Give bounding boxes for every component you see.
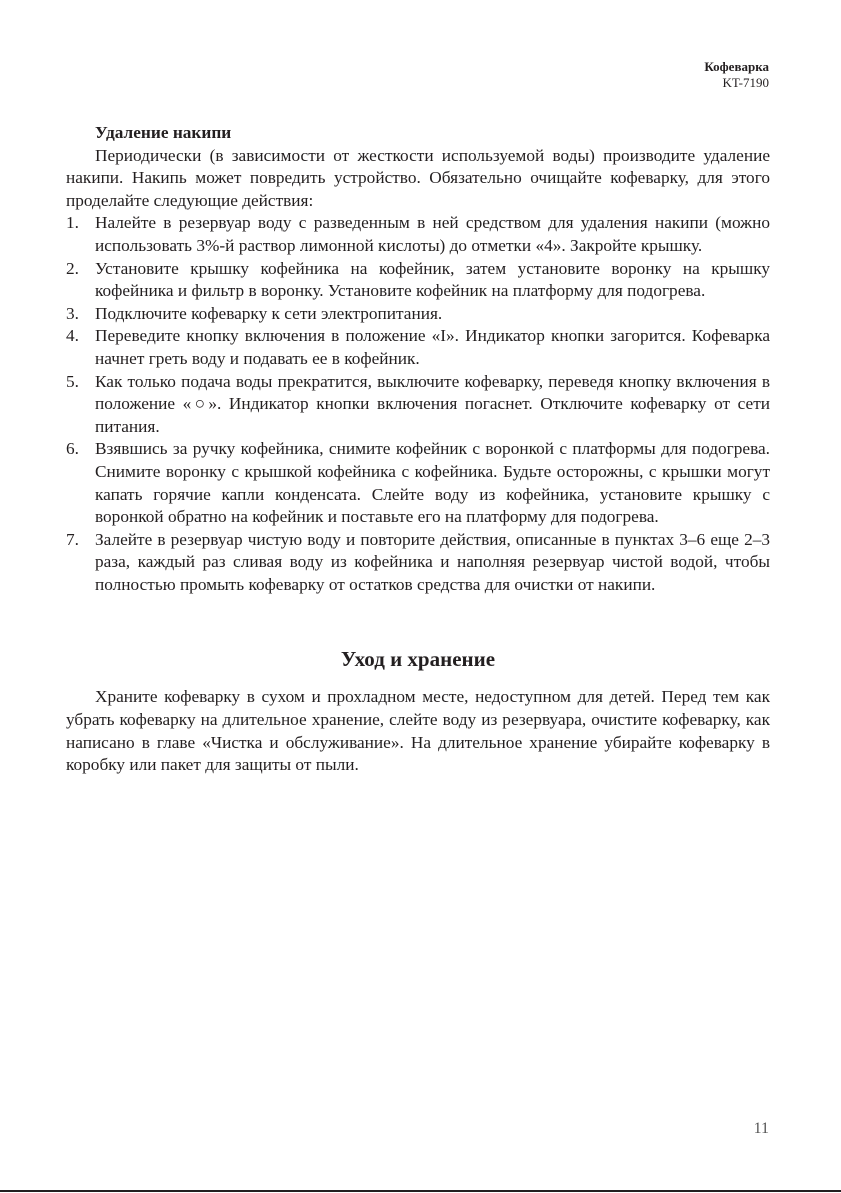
storage-paragraph: Храните кофеварку в сухом и прохладном месте, недоступном для детей. Перед тем как убрать кофеварку на длительное хранение, слейте воду из резервуара, очистите кофеварку, как написано в главе «Чистка и обслуживание». На длительное хранение убирайте кофеварку в коробку или пакет для защиты от пыли.: [66, 687, 770, 775]
step-text: Установите крышку кофейника на кофейник, затем установите воронку на крышку кофейника и фильтр в воронку. Установите кофейник на платформу для подогрева.: [95, 258, 770, 301]
step-text: Налейте в резервуар воду с разведенным в ней средством для удаления накипи (можно использовать 3%-й раствор лимонной кислоты) до отметки «4». Закройте крышку.: [95, 213, 770, 255]
step-number: 3.: [66, 303, 79, 323]
step-number: 6.: [66, 439, 79, 459]
page-content: [66, 122, 770, 777]
step-number: 5.: [66, 371, 79, 391]
page-header: [704, 59, 769, 91]
descaling-heading: Удаление накипи: [95, 123, 232, 142]
list-item: [66, 371, 770, 439]
step-text: Взявшись за ручку кофейника, снимите кофейник с воронкой с платформы для подогрева. Снимите воронку с крышкой кофейника с кофейника. Будьте осторожны, с крышки могут капать горячие капли конденсата. Слейте воду из кофейника, установите крышку с воронкой обратно на кофейник и поставьте его на платформу для подогрева.: [95, 439, 770, 527]
step-number: 1.: [66, 213, 79, 233]
storage-section-title: Уход и хранение: [340, 647, 496, 672]
step-number: 7.: [66, 529, 79, 549]
list-item: [66, 303, 770, 326]
list-item: [66, 529, 770, 597]
descaling-intro: Периодически (в зависимости от жесткости используемой воды) производите удаление накипи. Накипь может повредить устройство. Обязательно очищайте кофеварку, для этого проделайте следующие действия:: [66, 145, 770, 210]
list-item: [66, 325, 770, 370]
list-item: [66, 438, 770, 528]
step-text: Переведите кнопку включения в положение «I». Индикатор кнопки загорится. Кофеварка начнет греть воду и подавать ее в кофейник.: [95, 326, 770, 368]
header-product-name: Кофеварка: [704, 59, 769, 74]
header-model-number: KT-7190: [722, 75, 769, 90]
list-item: [66, 258, 770, 303]
step-text: Как только подача воды прекратится, выключите кофеварку, переведя кнопку включения в положение «○». Индикатор кнопки включения погаснет. Отключите кофеварку от сети питания.: [95, 371, 770, 436]
list-item: [66, 212, 770, 257]
step-number: 2.: [66, 258, 79, 278]
step-text: Подключите кофеварку к сети электропитания.: [95, 303, 443, 323]
page-number: 11: [753, 1120, 769, 1137]
step-text: Залейте в резервуар чистую воду и повторите действия, описанные в пунктах 3–6 еще 2–3 раза, каждый раз сливая воду из кофейника и наполняя резервуар чистой водой, чтобы полностью промыть кофеварку от остатков средства для очистки от накипи.: [95, 529, 770, 594]
page-bottom-border: [0, 1190, 841, 1192]
step-number: 4.: [66, 326, 79, 346]
descaling-steps-list: [66, 212, 770, 596]
